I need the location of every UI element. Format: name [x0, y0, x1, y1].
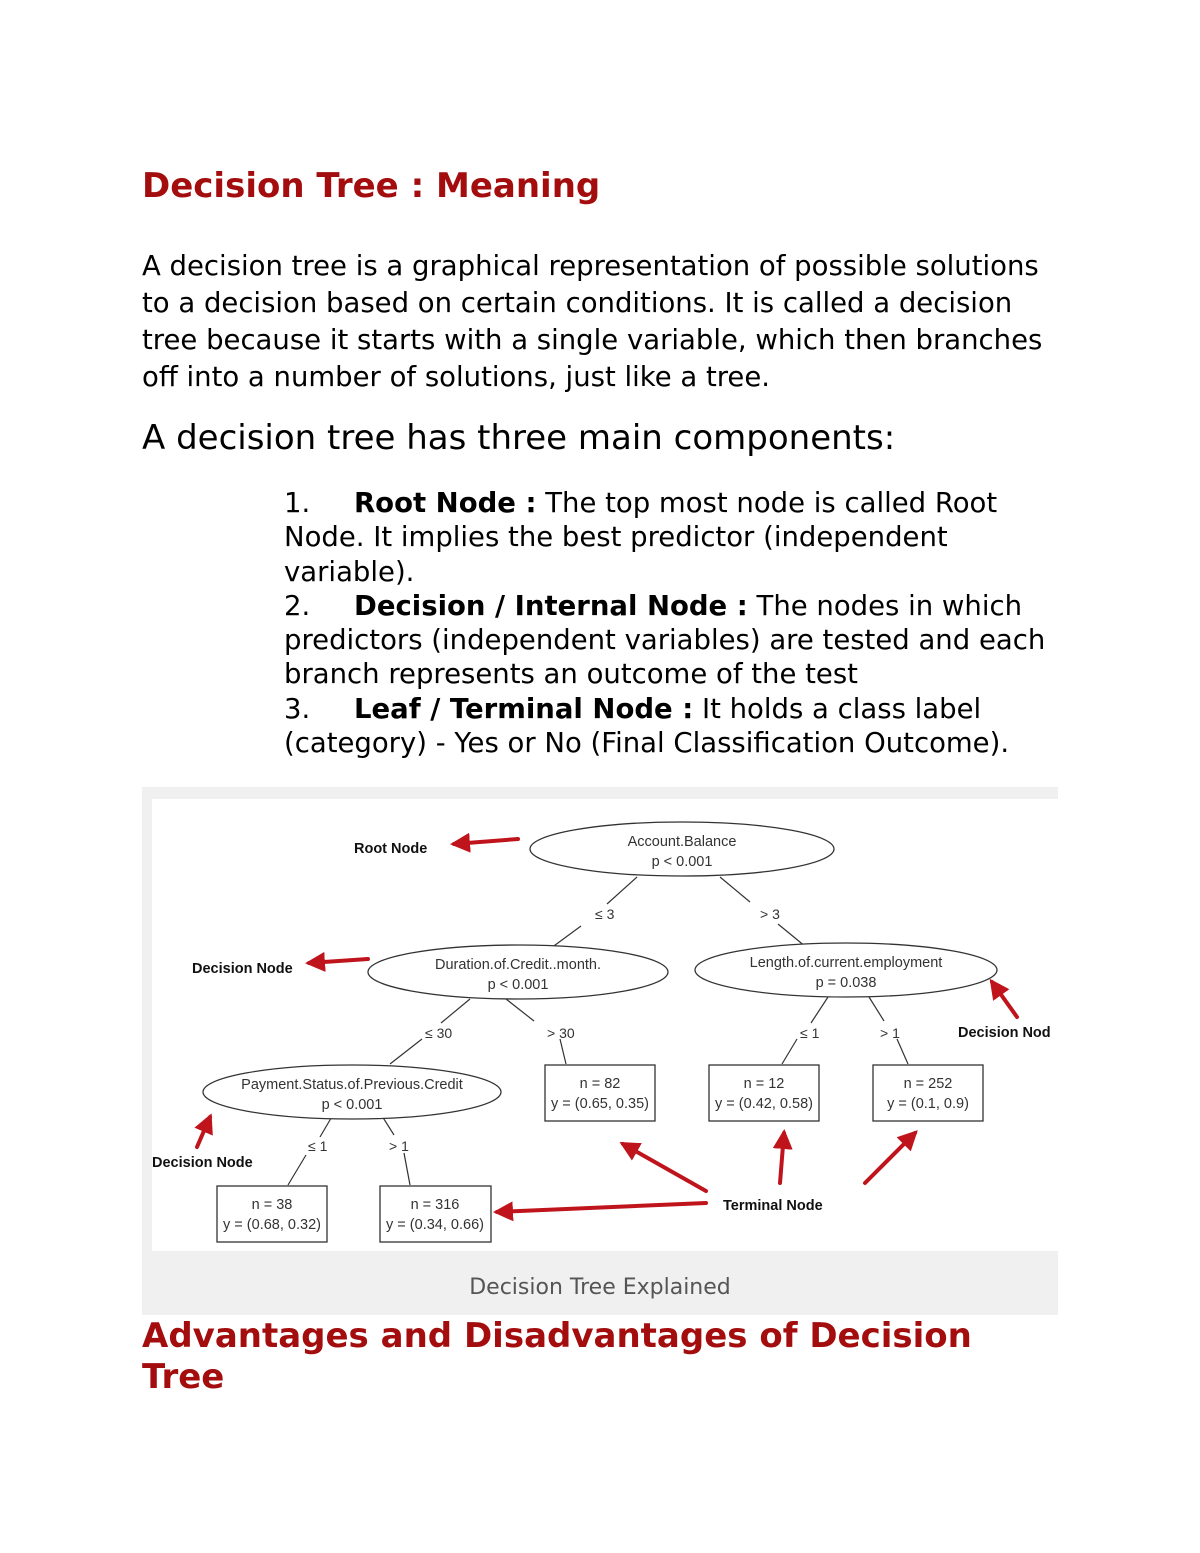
figure-caption: Decision Tree Explained — [469, 1275, 731, 1300]
annotation-decision-node: Decision Nod — [958, 1025, 1051, 1041]
leaf-n: n = 12 — [743, 1076, 785, 1092]
leaf-n: n = 38 — [251, 1197, 293, 1213]
list-item — [284, 692, 1084, 761]
list-desc: The top most node is called Root Node. It implies the best predictor (independent variable). — [284, 487, 998, 588]
leaf-y: y = (0.34, 0.66) — [386, 1217, 484, 1233]
list-desc: The nodes in which predictors (independent variables) are tested and each branch represents an outcome of the test — [284, 589, 1046, 691]
node-label: Payment.Status.of.Previous.Credit — [241, 1077, 463, 1093]
list-item — [284, 486, 1084, 589]
node-pvalue: p < 0.001 — [651, 854, 713, 870]
decision-tree-diagram — [152, 799, 1058, 1251]
annotation-root-node: Root Node — [354, 841, 428, 857]
list-desc: It holds a class label (category) - Yes or No (Final Classification Outcome). — [284, 692, 1010, 760]
edge-label: > 1 — [389, 1138, 409, 1154]
root-node — [530, 822, 834, 876]
leaf-y: y = (0.1, 0.9) — [887, 1096, 969, 1112]
leaf-y: y = (0.65, 0.35) — [551, 1096, 649, 1112]
list-item — [284, 589, 1084, 692]
leaf-y: y = (0.42, 0.58) — [715, 1096, 813, 1112]
list-number: 2. — [284, 589, 311, 622]
leaf-y: y = (0.68, 0.32) — [223, 1217, 321, 1233]
decision-node — [695, 943, 997, 997]
annotation-decision-node: Decision Node — [152, 1155, 253, 1171]
decision-node — [368, 945, 668, 999]
intro-paragraph: A decision tree is a graphical representation of possible solutions to a decision based on certain conditions. It is called a decision tree because it starts with a single variable, which then branches off into a number of solutions, just like a tree. — [142, 250, 1043, 393]
decision-tree-figure — [142, 787, 1058, 1315]
terminal-node — [380, 1186, 491, 1242]
edge-label: > 3 — [760, 906, 780, 922]
edge-label: ≤ 1 — [800, 1025, 820, 1041]
terminal-node — [545, 1065, 655, 1121]
annotation-decision-node: Decision Node — [192, 961, 293, 977]
annotation-terminal-node: Terminal Node — [723, 1198, 823, 1214]
list-term: Leaf / Terminal Node : — [354, 692, 694, 725]
edge-label: ≤ 30 — [425, 1025, 453, 1041]
section-title-advantages: Advantages and Disadvantages of Decision Tree — [142, 1316, 972, 1397]
edge-label: > 30 — [547, 1025, 575, 1041]
components-lead: A decision tree has three main components: — [142, 418, 896, 458]
list-number: 1. — [284, 487, 311, 519]
edge-label: ≤ 1 — [308, 1138, 328, 1154]
list-term: Root Node : — [354, 487, 537, 519]
list-number: 3. — [284, 692, 311, 725]
section-title-meaning: Decision Tree : Meaning — [142, 166, 601, 206]
leaf-n: n = 316 — [410, 1197, 460, 1213]
node-pvalue: p < 0.001 — [321, 1097, 383, 1113]
terminal-node — [873, 1065, 983, 1121]
leaf-n: n = 82 — [579, 1076, 621, 1092]
edge-label: ≤ 3 — [595, 906, 615, 922]
components-list — [284, 486, 1084, 760]
node-label: Account.Balance — [627, 834, 737, 850]
node-pvalue: p < 0.001 — [487, 977, 549, 993]
node-label: Duration.of.Credit..month. — [434, 957, 602, 973]
node-label: Length.of.current.employment — [749, 955, 943, 971]
terminal-node — [709, 1065, 819, 1121]
node-pvalue: p = 0.038 — [815, 975, 877, 991]
leaf-n: n = 252 — [903, 1076, 953, 1092]
list-term: Decision / Internal Node : — [354, 589, 748, 622]
terminal-node — [217, 1186, 327, 1242]
decision-node — [203, 1065, 501, 1119]
edge-label: > 1 — [880, 1025, 900, 1041]
